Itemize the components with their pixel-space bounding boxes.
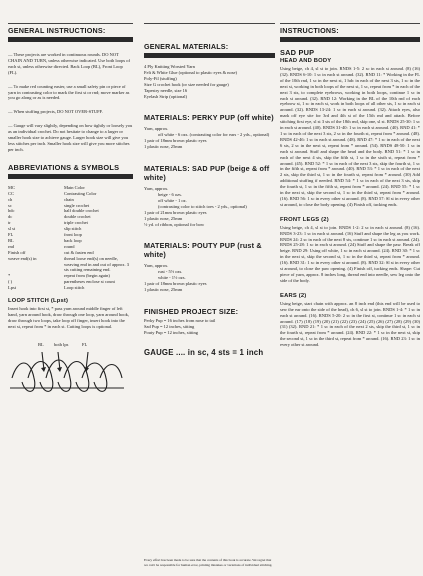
material-item: off white - 1 oz. — [158, 197, 187, 203]
heading-bar — [144, 53, 275, 58]
head-body-text: Using beige, ch 4, sl st to join. RNDS 1-5: 2 sc in each st around. (8) (16) (32). RNDS 6-10: 1 sc in each st around. (32). RND 11: * Working in the FL of the 10th rnd, 1 sc in the next st, 1 hdc in each of the next 3 sts, 1 sc in the next st, working in both loops of the next st, 1 sc, repeat from * in each of the next 3 sts, to complete eyebrows, working in both loops, continue 1 sc in each st around. (32). RND 12: Working in the BL of the 10th rnd of each eyebrow st, 1 sc in each st, work in both loops of all other sts, 1 sc in each st around. (32). RNDS 13-24: 1 sc in each st around. (32). Attach eyes, also mark off eye site for 3rd and 4th st of the 15th rnd and attach. Before stitching first eye, sl st 3 sts of the 18th rnd, skip one, sl st. RNDS 25-30: 1 sc in each st around. (40). RNDS 31-40: 1 sc in each st around. (40). RND 41: * 1 sc in each of the next 3 sts, 2 sc in the fourth st, repeat from * around. (48). RNDS 42-46: 1 sc in each st around. (48). RND 47: * 1 sc in each of the next 6 sts, 2 sc in the next st, repeat from * around. (54). RNDS 48-50: 1 sc in each st around. Stuff and shape the head and the body. RND 51: * 1 sc in each of the next 4 sts, skip the fifth st, 1 sc in the sixth st, repeat from * around. (45). RND 52: * 1 sc in each of the next 3 sts, skip the fourth st, 1 sc in the fifth st, repeat from * around. (40). RND 53: * 1 sc in each of the next 2 sts, skip the third st, 1 sc in the fourth st, repeat from * around. (30) Add additional stuffing if needed. RND 54: * 1 sc in each of the next 3 sts, skip the fourth st, 1 sc in the fifth st, repeat from * around. (24). RND 55: * 1 sc in the next st, skip the second st, 1 sc in the third st, repeat from * around. (16). RND 56: 1 sc in every other st around. (8). RND 57: Sl st in every other st around, to close the body opening. (4) Finish off, tucking ends. — [280, 66, 420, 207]
sad-pup-materials-title: MATERIALS: SAD PUP (beige & off white) — [144, 164, 270, 183]
loop-stitch-title: LOOP STITCH (Lpst) — [8, 298, 69, 305]
ears-text: Using beige, start chain with approx. an 8 inch end (this end will be used to sew the ear onto the side of the head), ch 6, sl st to join. RNDS 1-4: * 1 sc in each st around. (16). RNDS 5-20: 2 sc in the first st, continue 1 sc in each st around. (17) (18) (19) (20) (21) (22) (23) (24) (25) (26) (27) (28) (29) (30) (31) (32). RND 21: * 1 sc in each of the next 2 sts, skip the third st, 1 sc in the fourth st, repeat from * around. (24). RND 22: * 1 sc in the next st, skip the second st, 1 sc in the third st, repeat from * around. (16). RND 23: 1 sc in every other st around. — [280, 300, 420, 348]
abbreviation-row: rnd round — [8, 243, 75, 249]
general-instructions-paragraph: — Gauge will vary slightly, depending on how tightly or loosely you as an individual crochet. Do not hesitate to change to a larger or smaller hook size to achieve gauge. Larger hook size will give you less stitches per inch. Smaller hook size will give you more stitches per inch. — [8, 123, 133, 152]
abbreviation-row: tr triple crochet — [8, 220, 88, 226]
perky-pup-materials-title: MATERIALS: PERKY PUP (off white) — [144, 113, 274, 123]
size-item: Perky Pup = 16 inches from nose to tail — [144, 317, 216, 323]
perky-pup-materials-list — [144, 126, 275, 150]
top-rule — [8, 23, 133, 24]
top-rule — [144, 23, 275, 24]
material-item: Poly-Fil (stuffing) — [144, 75, 177, 81]
general-instructions-paragraph: — To make red counting easier, use a small safety pin or piece of yarn in contrasting color to mark the first st or rnd; move marker as you go along or as is needed. — [8, 83, 130, 101]
loop-stitch-diagram — [8, 342, 133, 402]
general-materials-title: GENERAL MATERIALS: — [144, 42, 229, 51]
material-item: rust - 5½ ozs. — [158, 269, 183, 275]
material-item: Tapestry needle, size 16 — [144, 87, 188, 93]
material-item: beige - 6 ozs. — [158, 191, 182, 197]
heading-bar — [8, 37, 133, 42]
material-item: (contrasting color to stitch toes - 2 yds., optional) — [158, 203, 247, 209]
top-rule — [280, 23, 420, 24]
material-item: Yarn, approx. — [144, 263, 169, 269]
abbreviation-row: * repeat from (begin again) — [8, 273, 110, 279]
front-legs-text: Using beige, ch 4, sl st to join. RNDS 1-2: 2 sc in each st around. (8) (16). RNDS 3-23: 1 sc in each st around. (16) Stuff and shape the leg as you work. RNDS 24: 2 sc in each of the next 8 sts, continue 1 sc in each st around. (24). RNDS 25-28: 1 sc in each st around. (24) Stuff and shape the paw. Break off beige. RND 29: Using off white, 1 sc in each st around. (24). RND 30: * 1 sc in the next st, skip the second st, 1 sc in the third st, repeat from * around. (16). RND 31: 1 sc in every other st around. (8). RND 32: Sl st in every other st around, to close the paw opening. (4) Finish off, tucking ends. Shape: Cut piece of yarn, approx. 8 inches long, thread end into needle, sew leg onto the side of the body. — [280, 224, 420, 283]
finished-size-list — [144, 318, 275, 336]
left-column — [8, 0, 133, 576]
heading-bar — [280, 37, 420, 42]
material-item: 1 plastic nose, 25mm — [144, 215, 183, 221]
abbreviation-row: Finish off cut & fasten end — [8, 249, 94, 255]
abbreviation-row: MC Main Color — [8, 184, 85, 190]
material-item: Size G crochet hook (or size needed for gauge) — [144, 81, 229, 87]
abbreviation-row: ch chain — [8, 196, 74, 202]
loop-stitch-text: Insert hook into first st, * pass yarn around middle finger of left hand, yarn around hook, draw through one loop, yarn around hook, draw through two loops, take loop off finger, insert hook into the next st, repeat from * in each st. Cutting loops is optional. — [8, 306, 129, 329]
material-item: 1 plastic nose, 25mm — [144, 144, 183, 150]
instructions-title: INSTRUCTIONS: — [280, 26, 339, 35]
material-item: ½ yd. of ribbon, optional for bow — [144, 221, 205, 227]
abbreviation-row: sc single crochet — [8, 202, 90, 208]
diagram-label-both: both lps — [54, 341, 69, 347]
pouty-pup-materials-title: MATERIALS: POUTY PUP (rust & white) — [144, 241, 262, 260]
sad-pup-title: SAD PUP — [280, 48, 315, 57]
material-item: 1 pair of 18mm brown plastic eyes — [144, 138, 207, 144]
stitch-loop-illustration — [8, 348, 126, 400]
material-item: 4 Ply Knitting Worsted Yarn — [144, 64, 195, 69]
abbreviation-row: hdc half double crochet — [8, 208, 99, 214]
material-item: Yarn, approx. — [144, 186, 169, 192]
abbreviation-row: FL front loop — [8, 232, 82, 238]
abbreviation-row: weave end(s) in thread loose end(s) on needle, weaving end in and out of approx. 3 sts cutting remaining end. — [8, 255, 129, 273]
abbreviation-row: BL back loop — [8, 237, 82, 243]
general-materials-list — [144, 64, 275, 99]
abbreviation-row: Lpst Loop stitch — [8, 285, 85, 291]
size-item: Pouty Pup = 12 inches, sitting — [144, 329, 199, 335]
abbreviation-row: CC Contrasting Color — [8, 190, 97, 196]
pouty-pup-materials-list — [144, 263, 275, 293]
general-instructions-paragraph: — These projects are worked in continuous rounds. DO NOT CHAIN AND TURN, unless otherwise indicated. Use both loops of each st, unless otherwise directed. Back Loop (BL), Front Loop (FL). — [8, 52, 131, 75]
general-instructions-title: GENERAL INSTRUCTIONS: — [8, 26, 106, 35]
head-body-title: HEAD AND BODY — [280, 58, 332, 64]
material-item: Yarn, approx. — [144, 126, 169, 132]
material-item: off white - 6 ozs. (contrasting color for ears - 2 yds., optional) — [158, 132, 270, 138]
material-item: 1 plastic nose, 25mm — [144, 287, 183, 293]
abbreviation-row: sl st slip stitch — [8, 226, 82, 232]
abbreviations-title: ABBREVIATIONS & SYMBOLS — [8, 162, 120, 172]
footer-disclaimer: Every effort has been made to be sure that the contents of this book is accurate. We regret that we can't be responsible for human error, printing mistakes or variations of individual stitching. — [144, 558, 273, 567]
middle-column — [144, 0, 275, 576]
general-instructions-paragraph: — When stuffing projects, DO NOT OVER-STUFF. — [8, 109, 103, 115]
front-legs-title: FRONT LEGS (2) — [280, 216, 329, 223]
material-item: 1 pair of 18mm brown plastic eyes — [144, 281, 207, 287]
ears-title: EARS (2) — [280, 292, 307, 299]
abbreviation-row: dc double crochet — [8, 214, 91, 220]
material-item: Eyelash Strip (optional) — [144, 93, 187, 99]
gauge-line: GAUGE .... in sc, 4 sts = 1 inch — [144, 347, 264, 357]
abbreviation-row: ( ) parentheses enclose st count — [8, 279, 115, 285]
sad-pup-materials-list — [144, 186, 275, 227]
material-item: white - 1½ ozs. — [158, 275, 186, 281]
material-item: 1 pair of 21mm brown plastic eyes — [144, 209, 207, 215]
size-item: Sad Pup = 12 inches, sitting — [144, 323, 195, 329]
heading-bar — [8, 174, 133, 179]
diagram-label-fl: FL — [82, 341, 88, 347]
finished-size-title: FINISHED PROJECT SIZE: — [144, 306, 239, 316]
material-item: Felt & White Glue (optional to plastic eyes & nose) — [144, 69, 238, 75]
diagram-label-bl: BL — [38, 341, 44, 347]
abbreviation-list — [8, 185, 133, 291]
right-column — [280, 0, 420, 576]
